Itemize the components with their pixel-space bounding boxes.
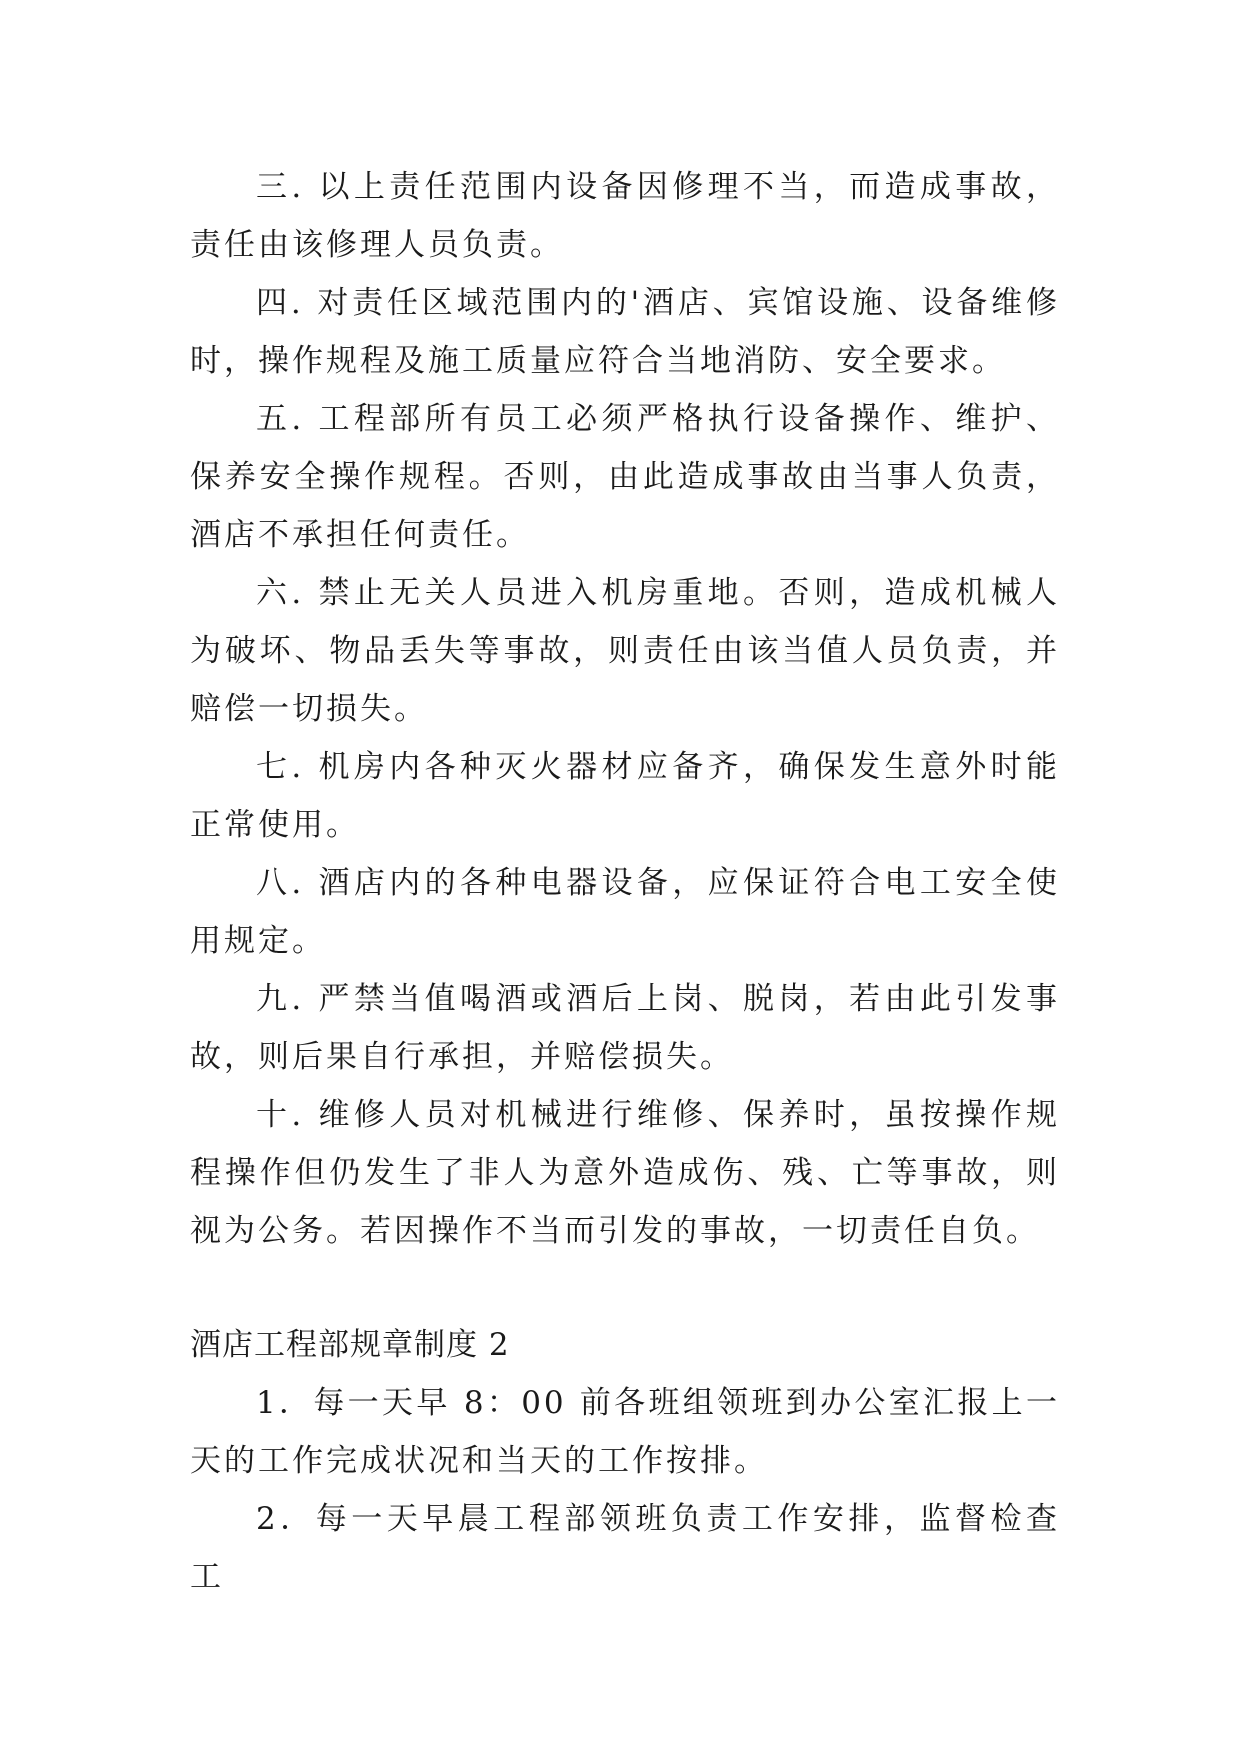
rule-paragraph-10: 十. 维修人员对机械进行维修、保养时，虽按操作规程操作但仍发生了非人为意外造成伤、残、亡等事故，则视为公务。若因操作不当而引发的事故，一切责任自负。 — [190, 1097, 1060, 1249]
rule-paragraph-9: 九. 严禁当值喝酒或酒后上岗、脱岗，若由此引发事故，则后果自行承担，并赔偿损失。 — [190, 981, 1060, 1075]
rule-paragraph-4: 四. 对责任区域范围内的'酒店、宾馆设施、设备维修时，操作规程及施工质量应符合当地消防、安全要求。 — [190, 285, 1060, 379]
document-body — [190, 158, 1060, 1606]
rule-paragraph-3: 三. 以上责任范围内设备因修理不当，而造成事故，责任由该修理人员负责。 — [190, 169, 1060, 263]
rule-paragraph-5: 五. 工程部所有员工必须严格执行设备操作、维护、保养安全操作规程。否则，由此造成事故由当事人负责，酒店不承担任何责任。 — [190, 401, 1060, 553]
section-heading: 酒店工程部规章制度 2 — [190, 1327, 510, 1363]
rule-paragraph-8: 八. 酒店内的各种电器设备，应保证符合电工安全使用规定。 — [190, 865, 1060, 959]
rule-paragraph-6: 六. 禁止无关人员进入机房重地。否则，造成机械人为破坏、物品丢失等事故，则责任由该当值人员负责，并赔偿一切损失。 — [190, 575, 1060, 727]
rule-paragraph-s2-2: 2．每一天早晨工程部领班负责工作安排，监督检查工 — [190, 1501, 1060, 1595]
rule-paragraph-s2-1: 1．每一天早 8：00 前各班组领班到办公室汇报上一天的工作完成状况和当天的工作按排。 — [190, 1385, 1060, 1479]
rule-paragraph-7: 七. 机房内各种灭火器材应备齐，确保发生意外时能正常使用。 — [190, 749, 1060, 843]
